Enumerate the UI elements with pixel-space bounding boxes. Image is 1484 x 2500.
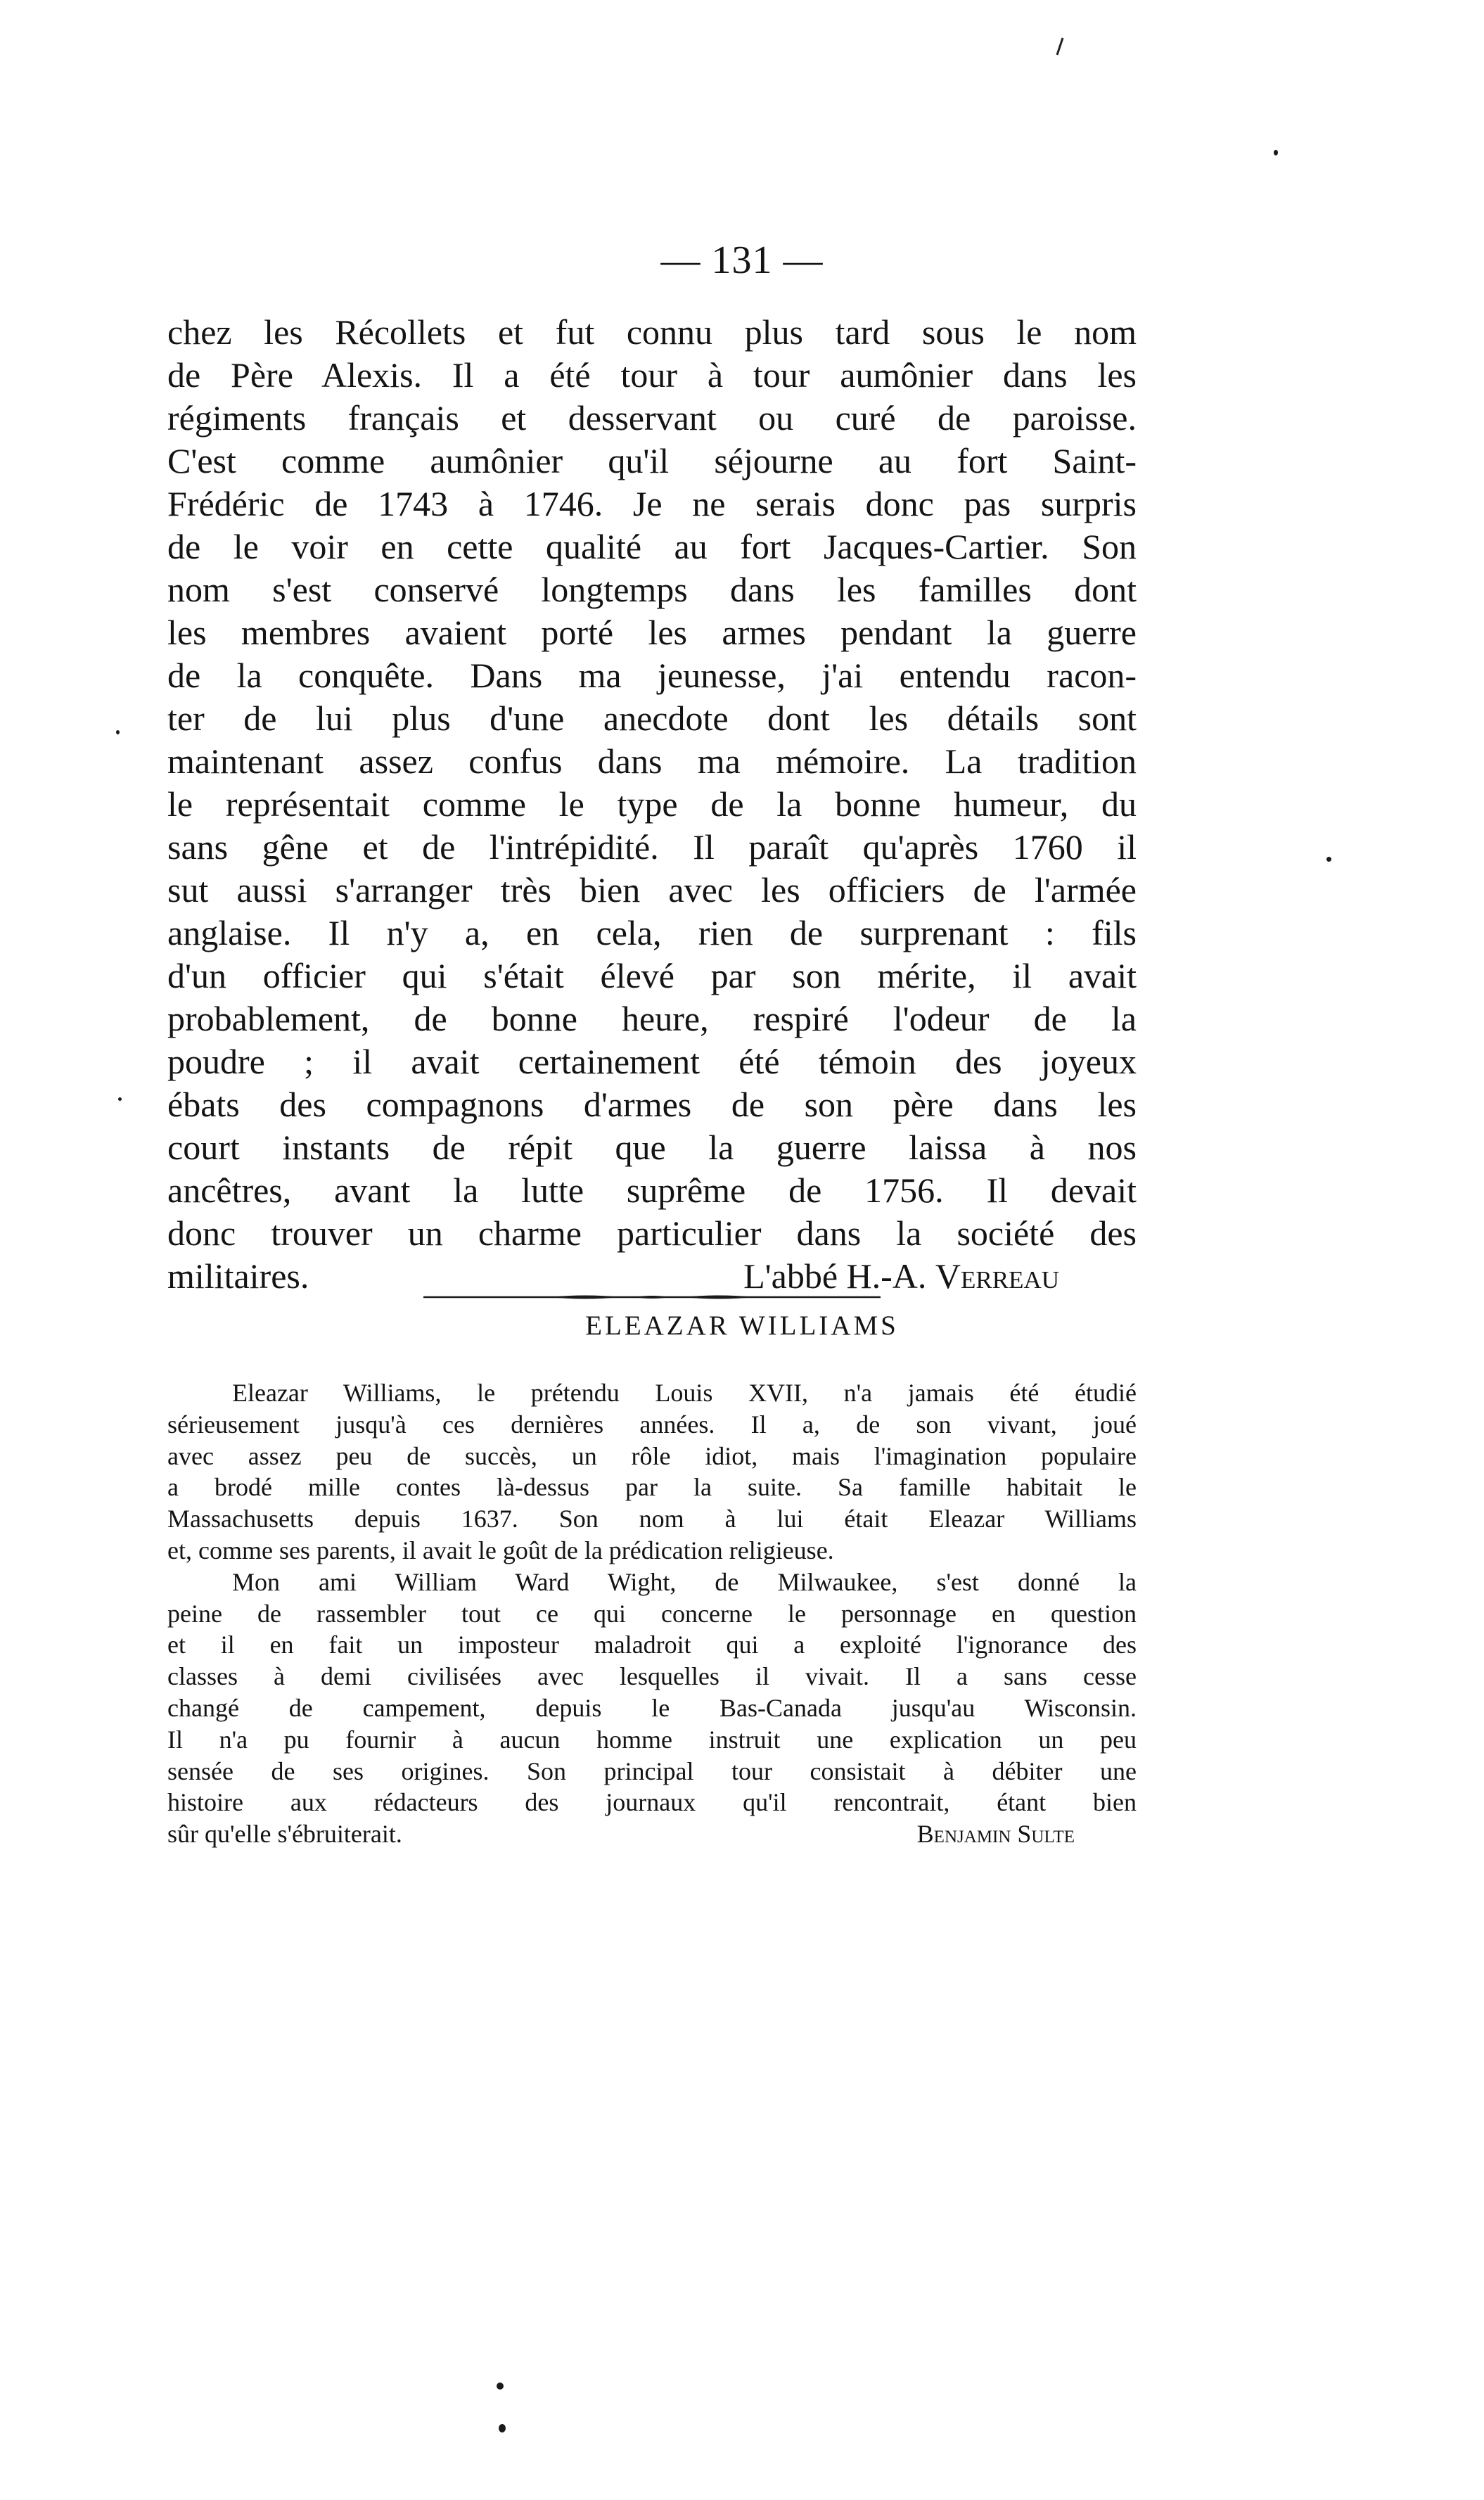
footnote-paragraph-1	[167, 1377, 1137, 1567]
text-line: sérieusement jusqu'à ces dernières années. Il a, de son vivant, joué	[167, 1410, 1137, 1439]
ink-speck	[497, 2383, 504, 2390]
footnote-author-signature: Benjamin Sulte	[916, 1820, 1075, 1849]
text-line: le représentait comme le type de la bonne humeur, du	[167, 784, 1137, 824]
text-line: de la conquête. Dans ma jeunesse, j'ai entendu racon-	[167, 656, 1137, 695]
text-line: les membres avaient porté les armes pendant la guerre	[167, 613, 1137, 652]
text-line: ancêtres, avant la lutte suprême de 1756. Il devait	[167, 1171, 1137, 1210]
section-title: ELEAZAR WILLIAMS	[585, 1310, 899, 1341]
ink-speck	[116, 730, 120, 734]
text-line: a brodé mille contes là-dessus par la suite. Sa famille habitait le	[167, 1473, 1137, 1502]
text-line: maintenant assez confus dans ma mémoire. La tradition	[167, 741, 1137, 781]
text-line: peine de rassembler tout ce qui concerne le personnage en question	[167, 1599, 1137, 1628]
ink-speck	[499, 2424, 506, 2432]
closing-word: militaires.	[167, 1256, 309, 1296]
footnote-text	[167, 1377, 1137, 1850]
text-line: poudre ; il avait certainement été témoin des joyeux	[167, 1042, 1137, 1081]
text-line: chez les Récollets et fut connu plus tard sous le nom	[167, 312, 1137, 352]
text-line: probablement, de bonne heure, respiré l'odeur de la	[167, 999, 1137, 1038]
footnote-paragraph-2	[167, 1567, 1137, 1850]
closing-phrase: sûr qu'elle s'ébruiterait.	[167, 1820, 402, 1849]
main-text	[167, 311, 1137, 1298]
text-line: Frédéric de 1743 à 1746. Je ne serais donc pas surpris	[167, 484, 1137, 523]
text-line: avec assez peu de succès, un rôle idiot, mais l'imagination populaire	[167, 1441, 1137, 1470]
ink-speck	[1326, 857, 1331, 862]
text-line: de Père Alexis. Il a été tour à tour aumônier dans les	[167, 355, 1137, 395]
text-line: Eleazar Williams, le prétendu Louis XVII, n'a jamais été étudié	[232, 1379, 1137, 1407]
text-line: d'un officier qui s'était élevé par son mérite, il avait	[167, 956, 1137, 995]
footnote-signature-line	[167, 1818, 1137, 1850]
ink-speck	[1274, 150, 1278, 155]
text-line: changé de campement, depuis le Bas-Canada jusqu'au Wisconsin.	[167, 1693, 1137, 1722]
text-line: et il en fait un imposteur maladroit qui a exploité l'ignorance des	[167, 1631, 1137, 1659]
page-number: — 131 —	[660, 238, 824, 282]
text-line: Massachusetts depuis 1637. Son nom à lui était Eleazar Williams	[167, 1505, 1137, 1533]
text-line: ter de lui plus d'une anecdote dont les détails sont	[167, 699, 1137, 738]
section-divider-ornament	[423, 1292, 881, 1303]
author-prefix: L'abbé H.-A.	[743, 1256, 935, 1296]
ink-mark	[1054, 37, 1066, 56]
main-paragraph	[167, 311, 1137, 1298]
text-line: Il n'a pu fournir à aucun homme instruit une explication un peu	[167, 1725, 1137, 1754]
text-line: histoire aux rédacteurs des journaux qu'il rencontrait, étant bien	[167, 1788, 1137, 1817]
text-line: nom s'est conservé longtemps dans les familles dont	[167, 570, 1137, 609]
text-line: de le voir en cette qualité au fort Jacques-Cartier. Son	[167, 527, 1137, 566]
author-surname: Verreau	[935, 1256, 1059, 1296]
text-line: sensée de ses origines. Son principal tour consistait à débiter une	[167, 1756, 1137, 1785]
text-line: classes à demi civilisées avec lesquelles il vivait. Il a sans cesse	[167, 1662, 1137, 1691]
text-line: Mon ami William Ward Wight, de Milwaukee, s'est donné la	[232, 1567, 1137, 1596]
text-line: sans gêne et de l'intrépidité. Il paraît qu'après 1760 il	[167, 827, 1137, 867]
text-line: court instants de répit que la guerre laissa à nos	[167, 1128, 1137, 1167]
ink-speck	[118, 1097, 122, 1101]
text-line: sut aussi s'arranger très bien avec les officiers de l'armée	[167, 870, 1137, 910]
text-line: anglaise. Il n'y a, en cela, rien de surprenant : fils	[167, 913, 1137, 952]
text-line: et, comme ses parents, il avait le goût de la prédication religieuse.	[167, 1536, 834, 1564]
text-line: C'est comme aumônier qu'il séjourne au fort Saint-	[167, 441, 1137, 480]
text-line: régiments français et desservant ou curé de paroisse.	[167, 398, 1137, 438]
text-line: donc trouver un charme particulier dans la société des	[167, 1213, 1137, 1253]
text-line: ébats des compagnons d'armes de son père dans les	[167, 1085, 1137, 1124]
